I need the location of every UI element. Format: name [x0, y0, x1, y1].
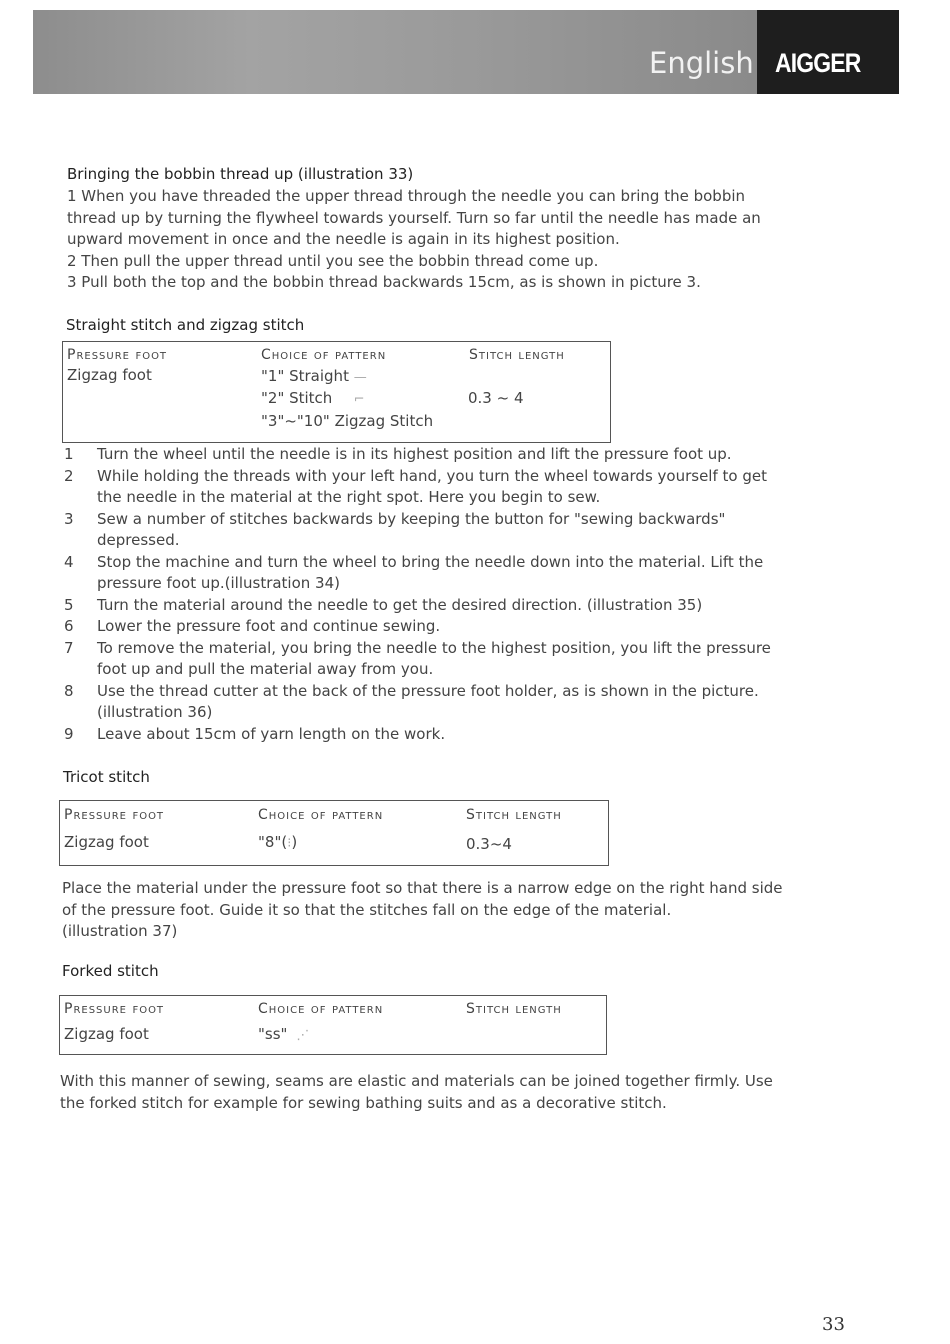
col-header-pressure-foot: Pressure foot — [64, 807, 165, 823]
straight-stitch-icon: — — [353, 369, 367, 385]
tricot-line: Place the material under the pressure foot so that there is a narrow edge on the right hand side — [62, 879, 783, 897]
list-item: 2 While holding the threads with your left hand, you turn the wheel towards yourself to get the needle in the material at the right spot. Here you begin to sew. — [64, 466, 767, 506]
tricot-stitch-icon: ⁝ — [287, 835, 292, 851]
tricot-text — [62, 878, 782, 943]
col-header-pressure-foot: Pressure foot — [67, 347, 168, 363]
cell-foot: Zigzag foot — [64, 1024, 149, 1043]
cell-foot: Zigzag foot — [64, 832, 149, 851]
cell-foot: Zigzag foot — [67, 365, 152, 384]
tricot-table — [59, 800, 609, 866]
bobbin-line: thread up by turning the flywheel towards yourself. Turn so far until the needle has made an — [67, 208, 761, 227]
brand-logo — [757, 10, 899, 94]
list-item: 6 Lower the pressure foot and continue sewing. — [64, 617, 441, 635]
list-item: 7 To remove the material, you bring the needle to the highest position, you lift the pressure foot up and pull the material away from you. — [64, 638, 771, 678]
straight-heading: Straight stitch and zigzag stitch — [66, 316, 305, 334]
cell-patterns: "1" Straight — "2" Stitch ⌐ "3"~"10" Zigzag Stitch — [261, 366, 434, 430]
forked-stitch-icon: ⋰ — [292, 1027, 310, 1043]
brand-text: AIGGER — [775, 48, 861, 78]
col-header-pattern: Choice of pattern — [261, 347, 387, 363]
col-header-pattern: Choice of pattern — [258, 807, 384, 823]
straight-table — [62, 341, 611, 443]
bobbin-line: upward movement in once and the needle is again in its highest position. — [67, 230, 620, 248]
col-header-stitch-length: Stitch length — [469, 347, 565, 363]
bobbin-line: 1 When you have threaded the upper thread through the needle you can bring the bobbin — [67, 187, 746, 205]
col-header-pressure-foot: Pressure foot — [64, 1001, 165, 1017]
col-header-pattern: Choice of pattern — [258, 1001, 384, 1017]
list-item: 1 Turn the wheel until the needle is in its highest position and lift the pressure foot up. — [64, 445, 732, 463]
cell-length: 0.3 ~ 4 — [468, 388, 524, 407]
cell-length: 0.3~4 — [466, 834, 512, 853]
forked-line: With this manner of sewing, seams are elastic and materials can be joined together firmly. Use — [60, 1072, 773, 1090]
forked-line: the forked stitch for example for sewing bathing suits and as a decorative stitch. — [60, 1093, 667, 1112]
forked-heading: Forked stitch — [62, 962, 159, 980]
bobbin-text — [67, 186, 761, 294]
tricot-heading: Tricot stitch — [63, 768, 150, 786]
bobbin-heading: Bringing the bobbin thread up (illustration 33) — [67, 165, 414, 183]
forked-text — [60, 1071, 773, 1114]
list-item: 9 Leave about 15cm of yarn length on the work. — [64, 724, 446, 743]
page-number: 33 — [822, 1314, 845, 1335]
list-item: 8 Use the thread cutter at the back of the pressure foot holder, as is shown in the picture. (illustration 36) — [64, 681, 759, 721]
bobbin-line: 2 Then pull the upper thread until you see the bobbin thread come up. — [67, 251, 599, 270]
cell-pattern: "ss" ⋰ — [258, 1024, 310, 1043]
bobbin-line: 3 Pull both the top and the bobbin thread backwards 15cm, as is shown in picture 3. — [67, 273, 701, 291]
list-item: 3 Sew a number of stitches backwards by keeping the button for "sewing backwards" depressed. — [64, 509, 726, 549]
list-item: 5 Turn the material around the needle to get the desired direction. (illustration 35) — [64, 595, 703, 614]
tricot-line: (illustration 37) — [62, 922, 178, 940]
straight-steps — [60, 444, 771, 745]
list-item: 4 Stop the machine and turn the wheel to bring the needle down into the material. Lift the pressure foot up.(illustration 34) — [64, 552, 764, 592]
tricot-line: of the pressure foot. Guide it so that the stitches fall on the edge of the material. — [62, 900, 672, 919]
forked-table — [59, 995, 607, 1055]
cell-length — [462, 1023, 607, 1055]
col-header-stitch-length: Stitch length — [466, 807, 562, 823]
cell-pattern: "8"(⁝) — [258, 832, 298, 851]
language-label: English — [649, 46, 754, 80]
col-header-stitch-length: Stitch length — [466, 1001, 562, 1017]
stitch-icon: ⌐ — [337, 392, 365, 407]
